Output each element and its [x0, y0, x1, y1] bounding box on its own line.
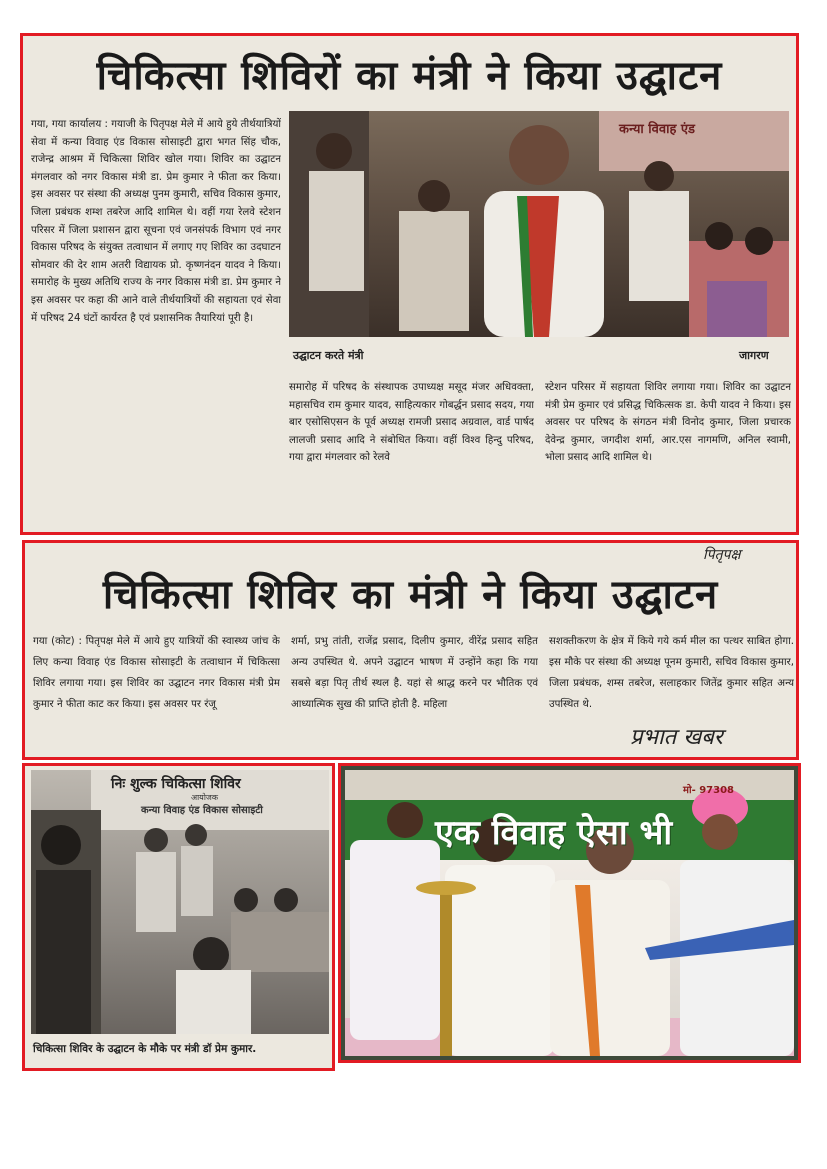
clip3-banner-line3: कन्या विवाह एंड विकास सोसाइटी: [141, 805, 263, 816]
clip4-photo: [345, 770, 794, 1056]
clip2-column-1: गया (कोट) : पितृपक्ष मेले में आये हुए यात्रियों की स्वास्थ्य जांच के लिए कन्या विवाह एंड विकास सोसाइटी के तत्वाधान में चिकित्सा शिविर लगाया गया। इस शिविर का उद्घाटन नगर विकास मंत्री प्रेम कुमार ने फीता काट कर किया। इस अवसर पर रंजू: [33, 636, 280, 710]
clip2-handwritten-note: पितृपक्ष: [703, 547, 741, 563]
clip3-banner-line2: आयोजक: [191, 793, 218, 802]
clip2-column-2: शर्मा, प्रभु तांती, राजेंद्र प्रसाद, दिलीप कुमार, वीरेंद्र प्रसाद सहित अन्य उपस्थित थे. अपने उद्घाटन भाषण में उन्होंने कहा कि गया सबसे बड़ा पितृ तीर्थ स्थल है. यहां से श्राद्ध करने पर भौतिक एवं आध्यात्मिक सुख की प्राप्ति होती है. महिला: [291, 636, 538, 710]
clip1-column-1: गया, गया कार्यालय : गयाजी के पितृपक्ष मेले में आये हुये तीर्थयात्रियों सेवा में कन्या विवाह एंड विकास सोसाइटी द्वारा भगत सिंह चौक, राजेन्द्र आश्रम में चिकित्सा शिविर खोल गया। शिविर का उद्घाटन मंगलवार को नगर विकास मंत्री डा. प्रेम कुमार ने फीता कर किया। इस अवसर पर संस्था की अध्यक्ष पुनम कुमारी, सचिव विकास कुमार, जिला प्रबंधक शम्श तबरेज आदि शामिल थे। वहीं गया रेलवे स्टेशन परिसर में जिला प्रशासन द्वारा सूचना एवं जनसंपर्क विभाग एवं नगर विकास परिषद के संयुक्त तत्वाधान में लगाए गए शिविर का उदघाटन सोमवार की देर शाम अतरी विद्यायक प्रो. कृष्णनंदन यादव ने किया। समारोह के मुख्य अतिथि राज्य के नगर विकास मंत्री डा. प्रेम कुमार ने इस अवसर पर कहा की आने वाले तीर्थयात्रियों की सहायता एवं सेवा में परिषद 24 घंटों कार्यरत है एवं प्रशासनिक तैयारियां पूरी है।: [31, 119, 281, 324]
clip1-column-2: समारोह में परिषद के संस्थापक उपाध्यक्ष मसूद मंजर अधिवक्ता, महासचिव राम कुमार यादव, साहित्यकार गोबर्द्धन प्रसाद सदय, गया बार एसोसिएसन के पूर्व अध्यक्ष रामजी प्रसाद अग्रवाल, वार्ड पार्षद लालजी प्रसाद आदि ने संबोधित किया। वहीं विश्व हिन्दु परिषद, गया द्वारा मंगलवार को रेलवे: [289, 382, 534, 464]
news-clipping-jagran: [20, 33, 799, 535]
news-clipping-prabhat-khabar: [22, 540, 799, 760]
clip1-headline: चिकित्सा शिविरों का मंत्री ने किया उद्घाटन: [96, 53, 723, 99]
clip2-signature: प्रभात खबर: [630, 725, 723, 750]
clip1-photo-banner: कन्या विवाह एंड: [619, 122, 696, 137]
clip3-banner-line1: निः शुल्क चिकित्सा शिविर: [111, 776, 241, 792]
news-clipping-bw-photo: [22, 763, 335, 1071]
clip3-caption: चिकित्सा शिविर के उद्घाटन के मौके पर मंत्री डॉ प्रेम कुमार.: [33, 1043, 257, 1055]
clip2-headline: चिकित्सा शिविर का मंत्री ने किया उद्घाटन: [102, 572, 719, 618]
clip1-photo-minister-speaking: [289, 111, 789, 337]
clip4-banner-main: एक विवाह ऐसा भी: [435, 813, 673, 853]
clip1-source-label: जागरण: [739, 349, 769, 362]
clip1-column-3: स्टेशन परिसर में सहायता शिविर लगाया गया। शिविर का उद्घाटन मंत्री प्रेम कुमार एवं प्रसिद्ध चिकित्सक डा. केपी यादव ने किया। इस अवसर पर परिषद के संगठन मंत्री विनोद कुमार, जिला प्रचारक देवेन्द्र कुमार, जगदीश शर्मा, आर.एस नागमणि, अनिल स्वामी, भोला प्रसाद आदि शामिल थे।: [545, 382, 791, 464]
color-photo-lamp-lighting: [338, 763, 801, 1063]
clip3-photo: [31, 770, 329, 1034]
clip1-photo-graphic: [289, 111, 789, 337]
clip2-column-3: सशक्तीकरण के क्षेत्र में किये गये कर्म मील का पत्थर साबित होगा. इस मौके पर संस्था की अध्यक्ष पूनम कुमारी, सचिव विकास कुमार, जिला प्रबंधक, शम्स तबरेज, सलाहकार जितेंद्र कुमार सहित अन्य उपस्थित थे.: [549, 636, 794, 710]
clip4-banner-sub: मो- 97308: [683, 785, 734, 796]
clip1-photo-caption: उद्घाटन करते मंत्री: [293, 349, 364, 362]
